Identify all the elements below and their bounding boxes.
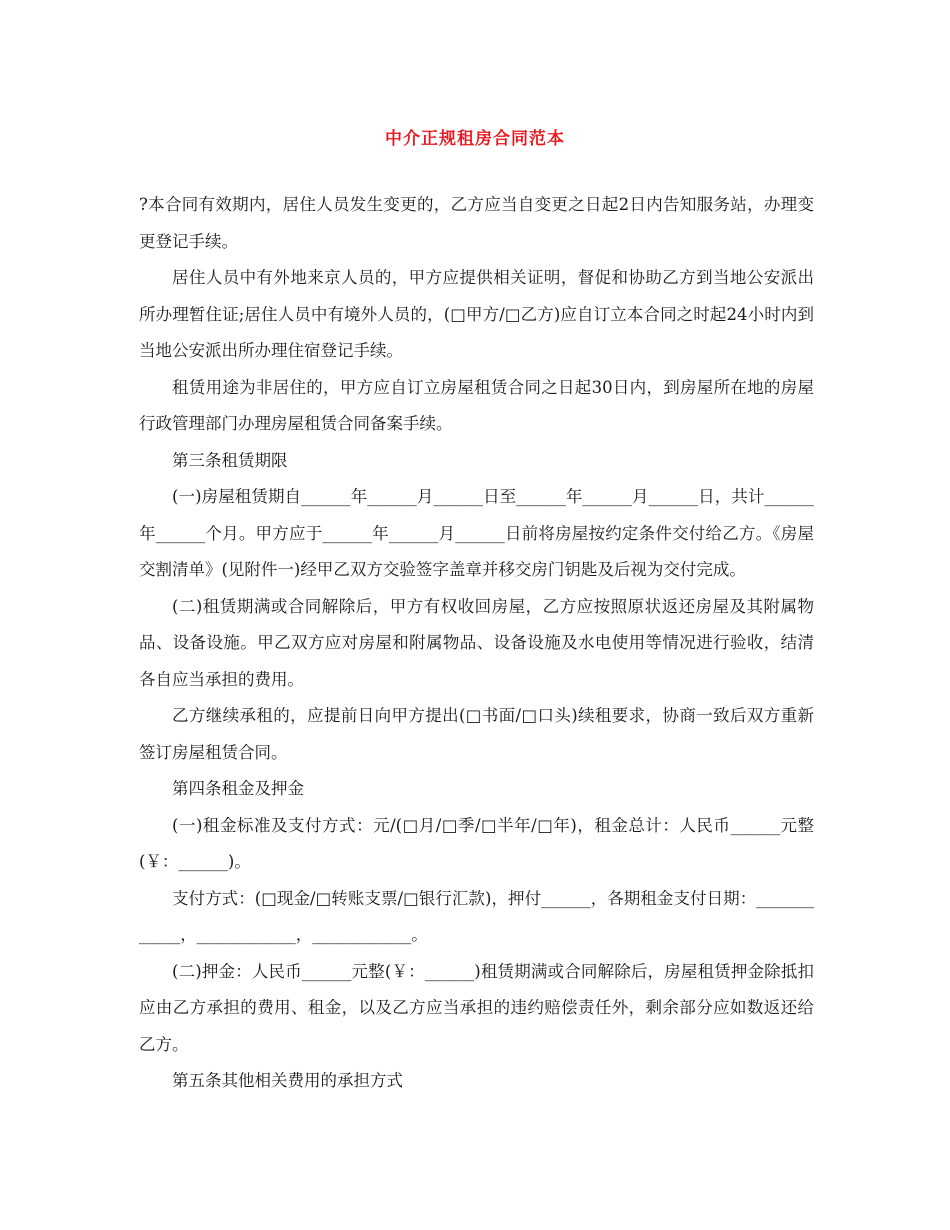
- paragraph: 支付方式：(□现金/□转账支票/□银行汇款)，押付______，各期租金支付日期：____________，____________，____________。: [139, 888, 814, 944]
- paragraph: (二)押金：人民币______元整(￥：______)租赁期满或合同解除后，房屋租赁押金除抵扣应由乙方承担的费用、租金，以及乙方应当承担的违约赔偿责任外，剩余部分应如数返还给乙方。: [139, 961, 814, 1054]
- document-title: 中介正规租房合同范本: [385, 129, 565, 149]
- paragraph: 乙方继续承租的，应提前日向甲方提出(□书面/□口头)续租要求，协商一致后双方重新签订房屋租赁合同。: [139, 706, 814, 762]
- paragraph: (二)租赁期满或合同解除后，甲方有权收回房屋，乙方应按照原状返还房屋及其附属物品、设备设施。甲乙双方应对房屋和附属物品、设备设施及水电使用等情况进行验收，结清各自应当承担的费用。: [139, 596, 814, 689]
- paragraph: (一)租金标准及支付方式：元/(□月/□季/□半年/□年)，租金总计：人民币______元整(￥：______)。: [139, 815, 814, 871]
- section-heading: 第五条其他相关费用的承担方式: [172, 1071, 403, 1090]
- paragraph: 租赁用途为非居住的，甲方应自订立房屋租赁合同之日起30日内，到房屋所在地的房屋行政管理部门办理房屋租赁合同备案手续。: [139, 377, 814, 433]
- paragraph: ?本合同有效期内，居住人员发生变更的，乙方应当自变更之日起2日内告知服务站，办理变更登记手续。: [139, 195, 814, 251]
- section-heading: 第三条租赁期限: [172, 450, 288, 470]
- document-body: [139, 187, 814, 1100]
- paragraph: 居住人员中有外地来京人员的，甲方应提供相关证明，督促和协助乙方到当地公安派出所办理暂住证;居住人员中有境外人员的，(□甲方/□乙方)应自订立本合同之时起24小时内到当地公安派出所办理住宿登记手续。: [139, 268, 814, 360]
- section-heading: 第四条租金及押金: [172, 779, 304, 798]
- paragraph: (一)房屋租赁期自______年______月______日至______年______月______日，共计______年______个月。甲方应于______年______月______日前将房屋按约定条件交付给乙方。《房屋交割清单》(见附件一)经甲乙双方交验签字盖章并移交房门钥匙及后视为交付完成。: [139, 487, 814, 579]
